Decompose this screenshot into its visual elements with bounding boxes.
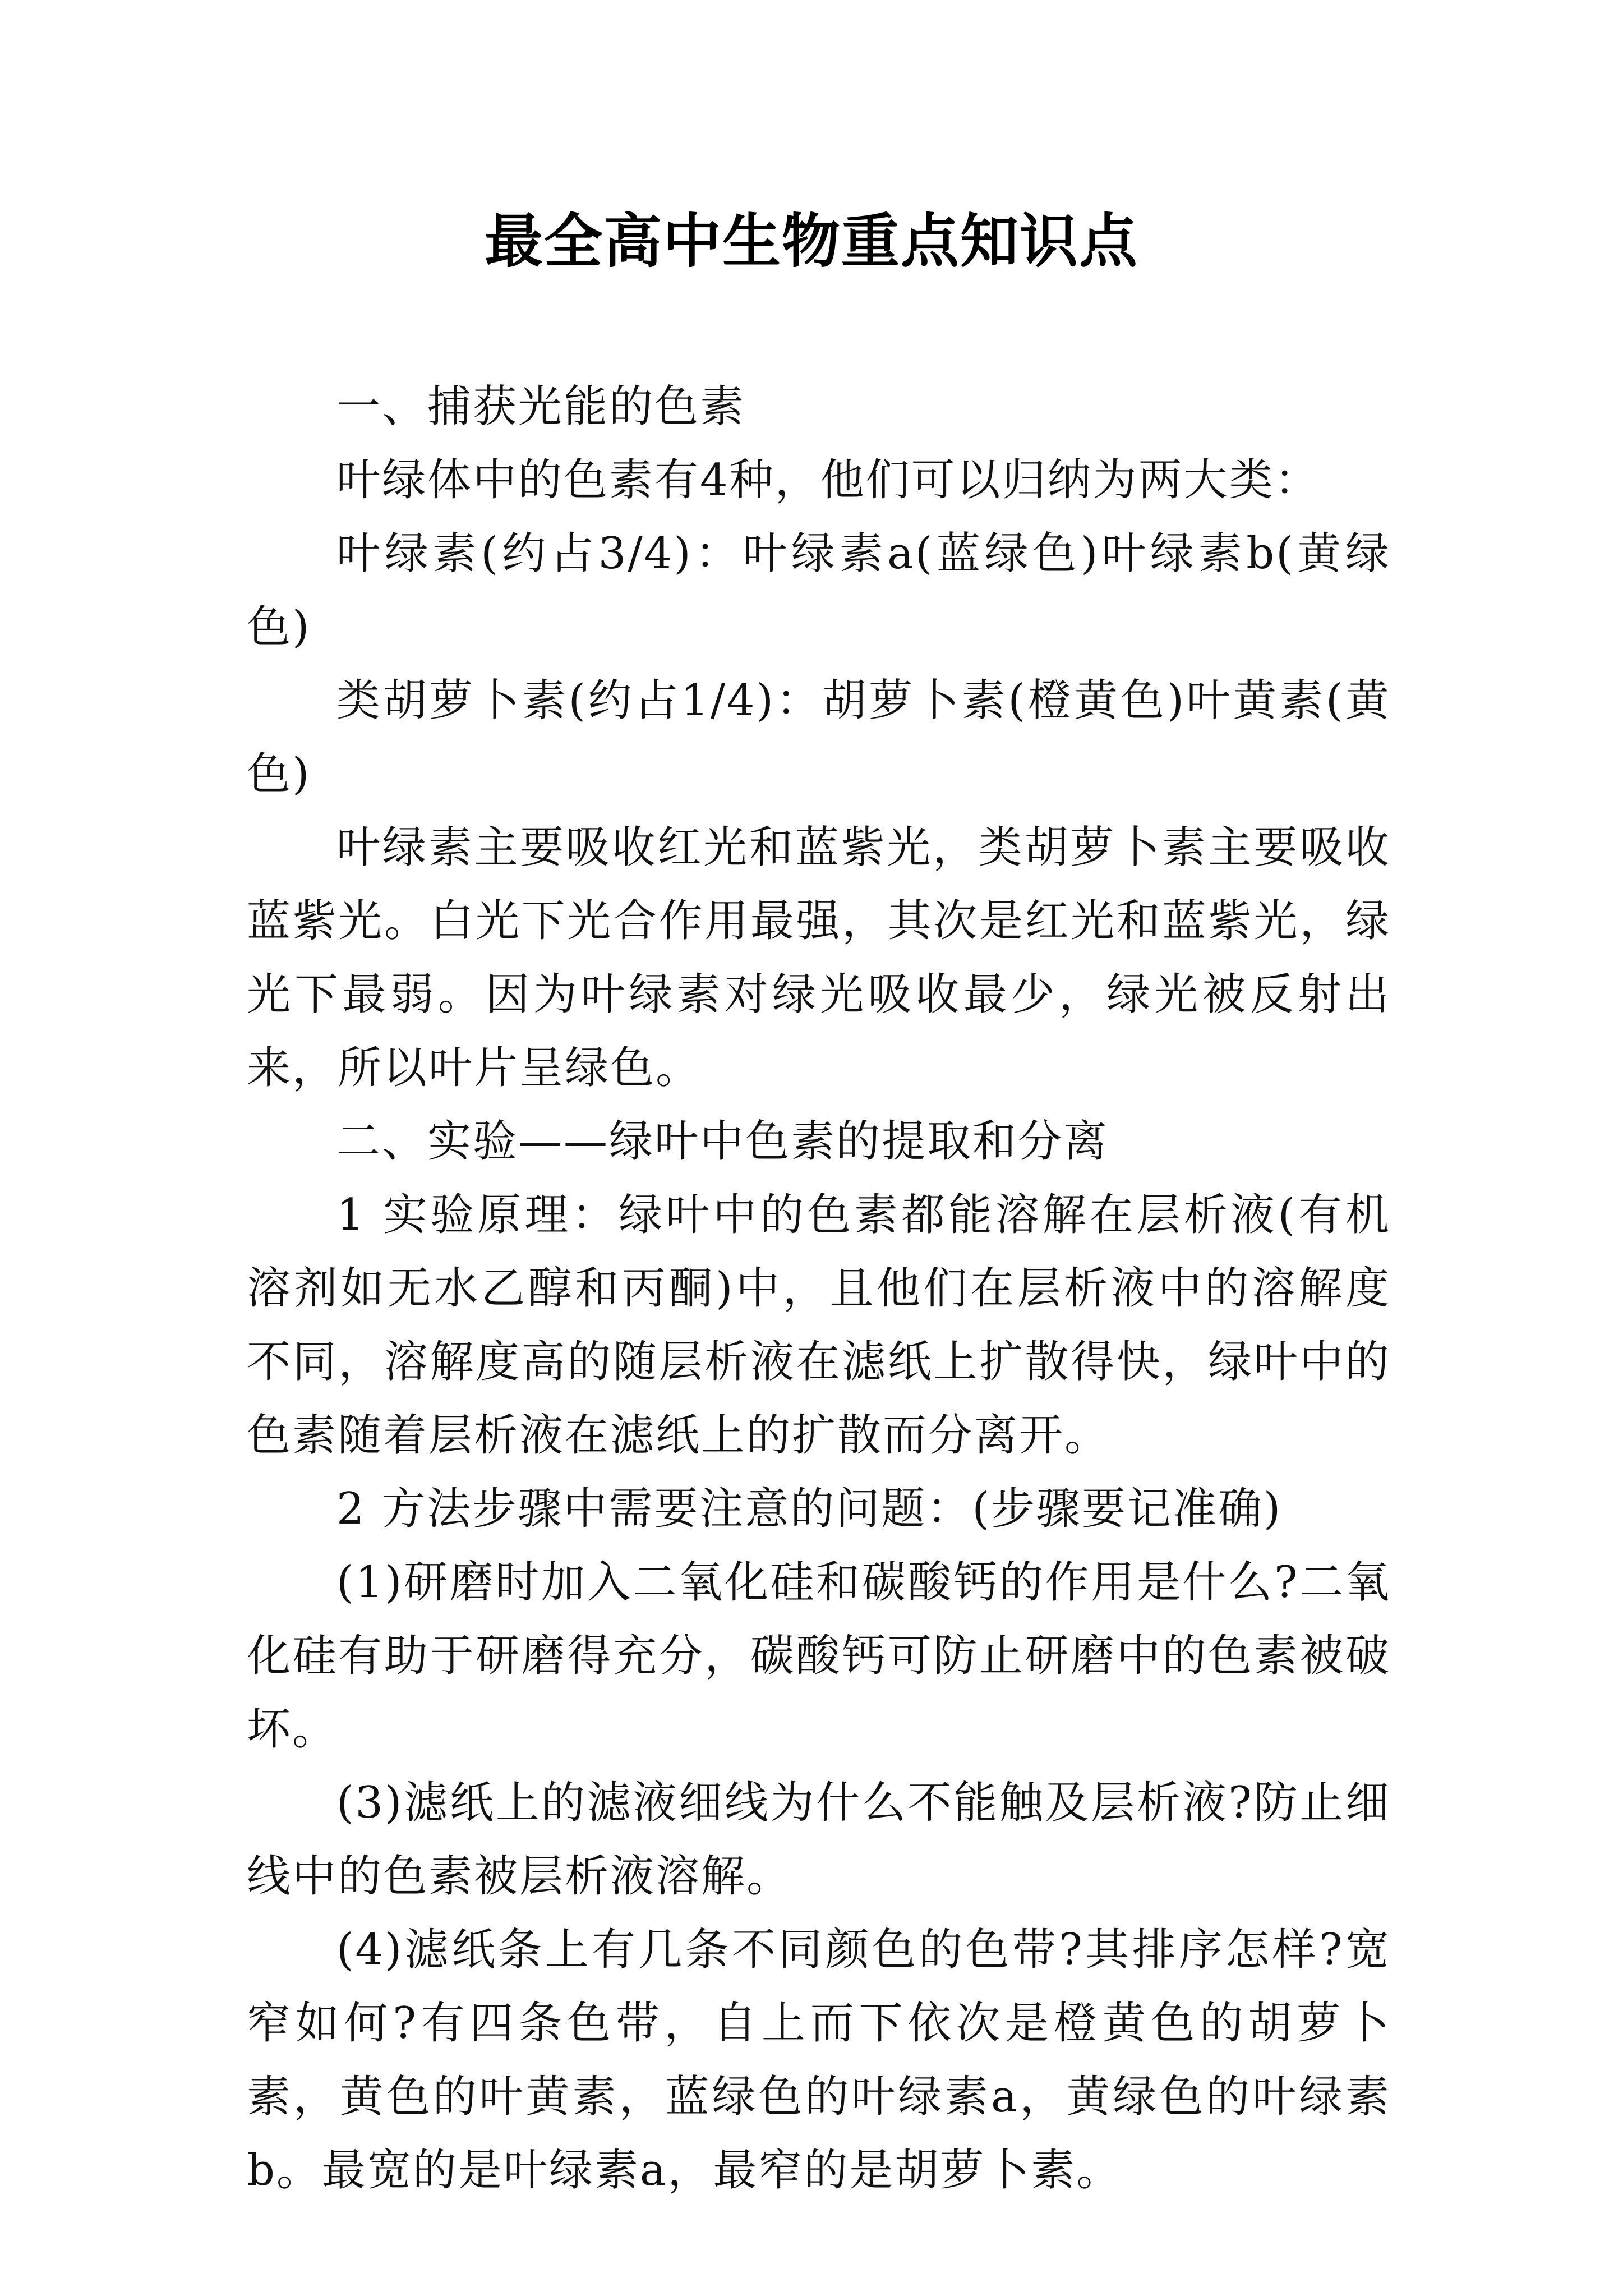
- paragraph: 叶绿素主要吸收红光和蓝紫光，类胡萝卜素主要吸收蓝紫光。白光下光合作用最强，其次是红光和蓝紫光，绿光下最弱。因为叶绿素对绿光吸收最少，绿光被反射出来，所以叶片呈绿色。: [247, 822, 1391, 1093]
- paragraph: (1)研磨时加入二氧化硅和碳酸钙的作用是什么?二氧化硅有助于研磨得充分，碳酸钙可防止研磨中的色素被破坏。: [247, 1557, 1391, 1755]
- page-title: 最全高中生物重点知识点: [484, 206, 1138, 275]
- paragraph: 叶绿素(约占3/4)：叶绿素a(蓝绿色)叶绿素b(黄绿色): [247, 528, 1391, 652]
- paragraph: 叶绿体中的色素有4种，他们可以归纳为两大类：: [336, 455, 1320, 505]
- paragraph: 类胡萝卜素(约占1/4)：胡萝卜素(橙黄色)叶黄素(黄色): [247, 675, 1391, 799]
- paragraph: 2 方法步骤中需要注意的问题：(步骤要记准确): [336, 1484, 1283, 1534]
- section-heading-pigments: 一、捕获光能的色素: [336, 381, 746, 432]
- section-heading-experiment: 二、实验——绿叶中色素的提取和分离: [336, 1116, 1109, 1167]
- document-body: [247, 370, 1391, 2207]
- paragraph: (4)滤纸条上有几条不同颜色的色带?其排序怎样?宽窄如何?有四条色带，自上而下依次是橙黄色的胡萝卜素，黄色的叶黄素，蓝绿色的叶绿素a，黄绿色的叶绿素b。最宽的是叶绿素a，最窄的是胡萝卜素。: [247, 1925, 1391, 2196]
- paragraph: 1 实验原理：绿叶中的色素都能溶解在层析液(有机溶剂如无水乙醇和丙酮)中，且他们在层析液中的溶解度不同，溶解度高的随层析液在滤纸上扩散得快，绿叶中的色素随着层析液在滤纸上的扩散而分离开。: [247, 1190, 1391, 1461]
- paragraph: (3)滤纸上的滤液细线为什么不能触及层析液?防止细线中的色素被层析液溶解。: [247, 1778, 1391, 1902]
